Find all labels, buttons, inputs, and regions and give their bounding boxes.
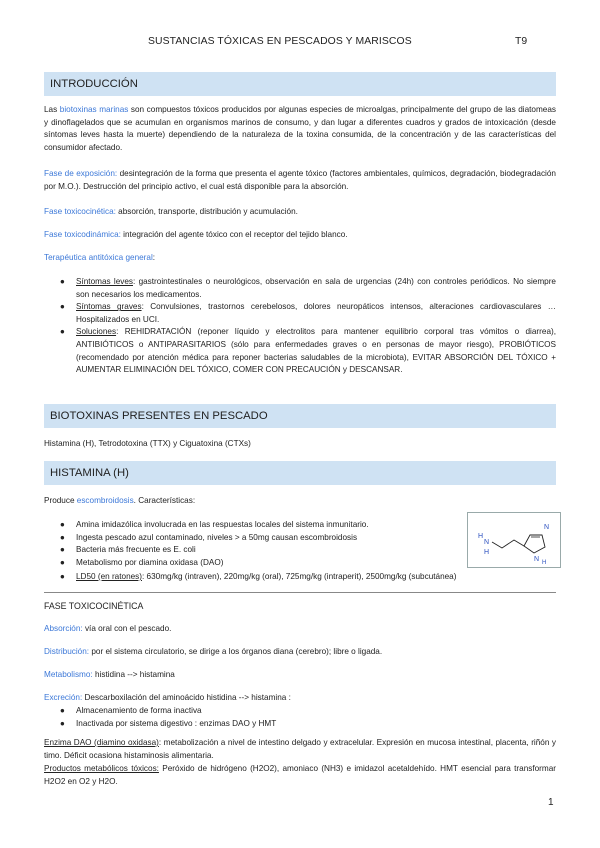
histamina-intro: Produce escombroidosis. Características:	[44, 496, 196, 505]
list-item: ● Soluciones: REHIDRATACIÓN (reponer líquido y electrolitos para mantener equilibrio corporal tras vómitos o diarrea), ANTIBIÓTICOS o ANTIPARASITARIOS (sólo para enfermedades graves o en personas de mayor riesgo), PROBIÓTICOS (recomendado por atención médica para reponer bacterias saludables de la microbiota), EVITAR ABSORCIÓN DEL TÓXICO + AUMENTAR ELIMINACIÓN DEL TÓXICO, COMER CON PRECAUCIÓN y DESCANSAR.	[60, 327, 556, 375]
topic-code: T9	[515, 36, 528, 47]
absorcion-line: Absorción: vía oral con el pescado.	[44, 624, 172, 633]
enzima-dao-paragraph: Enzima DAO (diamino oxidasa): metabolización a nivel de intestino delgado y extracelular. Expresión en mucosa intestinal, placenta, riñón y timo. Déficit ocasiona histaminosis alimentaria.	[44, 738, 557, 760]
excrecion-list	[58, 705, 556, 730]
excrecion-line: Excreción: Descarboxilación del aminoácido histidina --> histamina :	[44, 693, 291, 702]
section-heading-histamina: HISTAMINA (H)	[44, 461, 556, 485]
histamina-list	[58, 519, 458, 569]
list-item: ● Síntomas graves: Convulsiones, trastornos cerebelosos, dolores neuropáticos intensos, alteraciones cardiovasculares … Hospitalizados en UCI.	[60, 302, 556, 324]
svg-text:H: H	[542, 560, 547, 566]
svg-text:N: N	[544, 524, 550, 531]
list-item: ● Amina imidazólica involucrada en las respuestas locales del sistema inmunitario.	[60, 520, 369, 529]
biotoxinas-list-text: Histamina (H), Tetrodotoxina (TTX) y Ciguatoxina (CTXs)	[44, 439, 251, 448]
document-title: SUSTANCIAS TÓXICAS EN PESCADOS Y MARISCOS	[148, 36, 412, 47]
intro-paragraph: Las biotoxinas marinas son compuestos tóxicos producidos por algunas especies de microalgas, principalmente del grupo de las diatomeas y dinoflagelados que se acumulan en organismos marinos de consumo, y dan lugar a diferentes cuadros y grados de intoxicación (desde síntomas leves hasta la muerte) dependiendo de la naturaleza de la toxina consumida, de la concentración y de las características del consumidor afectado.	[44, 105, 557, 152]
list-item: ● Inactivada por sistema digestivo : enzimas DAO y HMT	[60, 718, 277, 728]
list-item: ● Almacenamiento de forma inactiva	[60, 706, 202, 715]
ld50-list	[58, 571, 568, 584]
terapeutica-list	[58, 276, 556, 377]
productos-metabolicos-paragraph: Productos metabólicos tóxicos: Peróxido de hidrógeno (H2O2), amoniaco (NH3) e imidazol acetaldehído. HMT esencial para transformar H2O2 en O2 y H2O.	[44, 764, 557, 786]
svg-text:N: N	[484, 539, 490, 546]
section-heading-biotoxinas: BIOTOXINAS PRESENTES EN PESCADO	[44, 404, 556, 428]
section-heading-introduccion: INTRODUCCIÓN	[44, 72, 556, 96]
escombroidosis-highlight: escombroidosis	[76, 496, 134, 505]
list-item: ● Bacteria más frecuente es E. coli	[60, 545, 196, 555]
svg-text:H: H	[478, 533, 484, 540]
list-item: ● Ingesta pescado azul contaminado, niveles > a 50mg causan escombroidosis	[60, 532, 358, 542]
fase-toxicocinetica: Fase toxicocinética: absorción, transporte, distribución y acumulación.	[44, 207, 298, 216]
terapeutica-heading: Terapéutica antitóxica general:	[44, 253, 156, 262]
svg-text:N: N	[534, 556, 540, 563]
metabolismo-line: Metabolismo: histidina --> histamina	[44, 670, 175, 679]
list-item: ● LD50 (en ratones): 630mg/kg (intraven), 220mg/kg (oral), 725mg/kg (intraperit), 2500mg/kg (subcutánea)	[60, 572, 457, 581]
fase-exposicion: Fase de exposición: desintegración de la forma que presenta el agente tóxico (factores ambientales, químicos, degradación, biodegradación por M.O.). Destrucción del principio activo, el cual está disponible para la absorción.	[44, 169, 556, 191]
list-item: ● Síntomas leves: gastrointestinales o neurológicos, observación en sala de urgencias (24h) con controles periódicos. No siempre son necesarios los medicamentos.	[60, 277, 556, 299]
list-item: ● Metabolismo por diamina oxidasa (DAO)	[60, 557, 224, 567]
distribucion-line: Distribución: por el sistema circulatorio, se dirige a los órganos diana (cerebro); libre o ligada.	[44, 647, 383, 656]
svg-text:H: H	[484, 549, 490, 556]
histamine-molecule-diagram	[467, 512, 561, 568]
histamine-structure-icon	[468, 513, 560, 567]
page-number: 1	[548, 797, 554, 808]
fase-toxicocinetica-title: FASE TOXICOCINÉTICA	[44, 601, 144, 611]
section-divider	[44, 592, 556, 593]
fase-toxicodinamica: Fase toxicodinámica: integración del agente tóxico con el receptor del tejido blanco.	[44, 230, 348, 239]
biotoxinas-highlight: biotoxinas marinas	[59, 105, 129, 114]
